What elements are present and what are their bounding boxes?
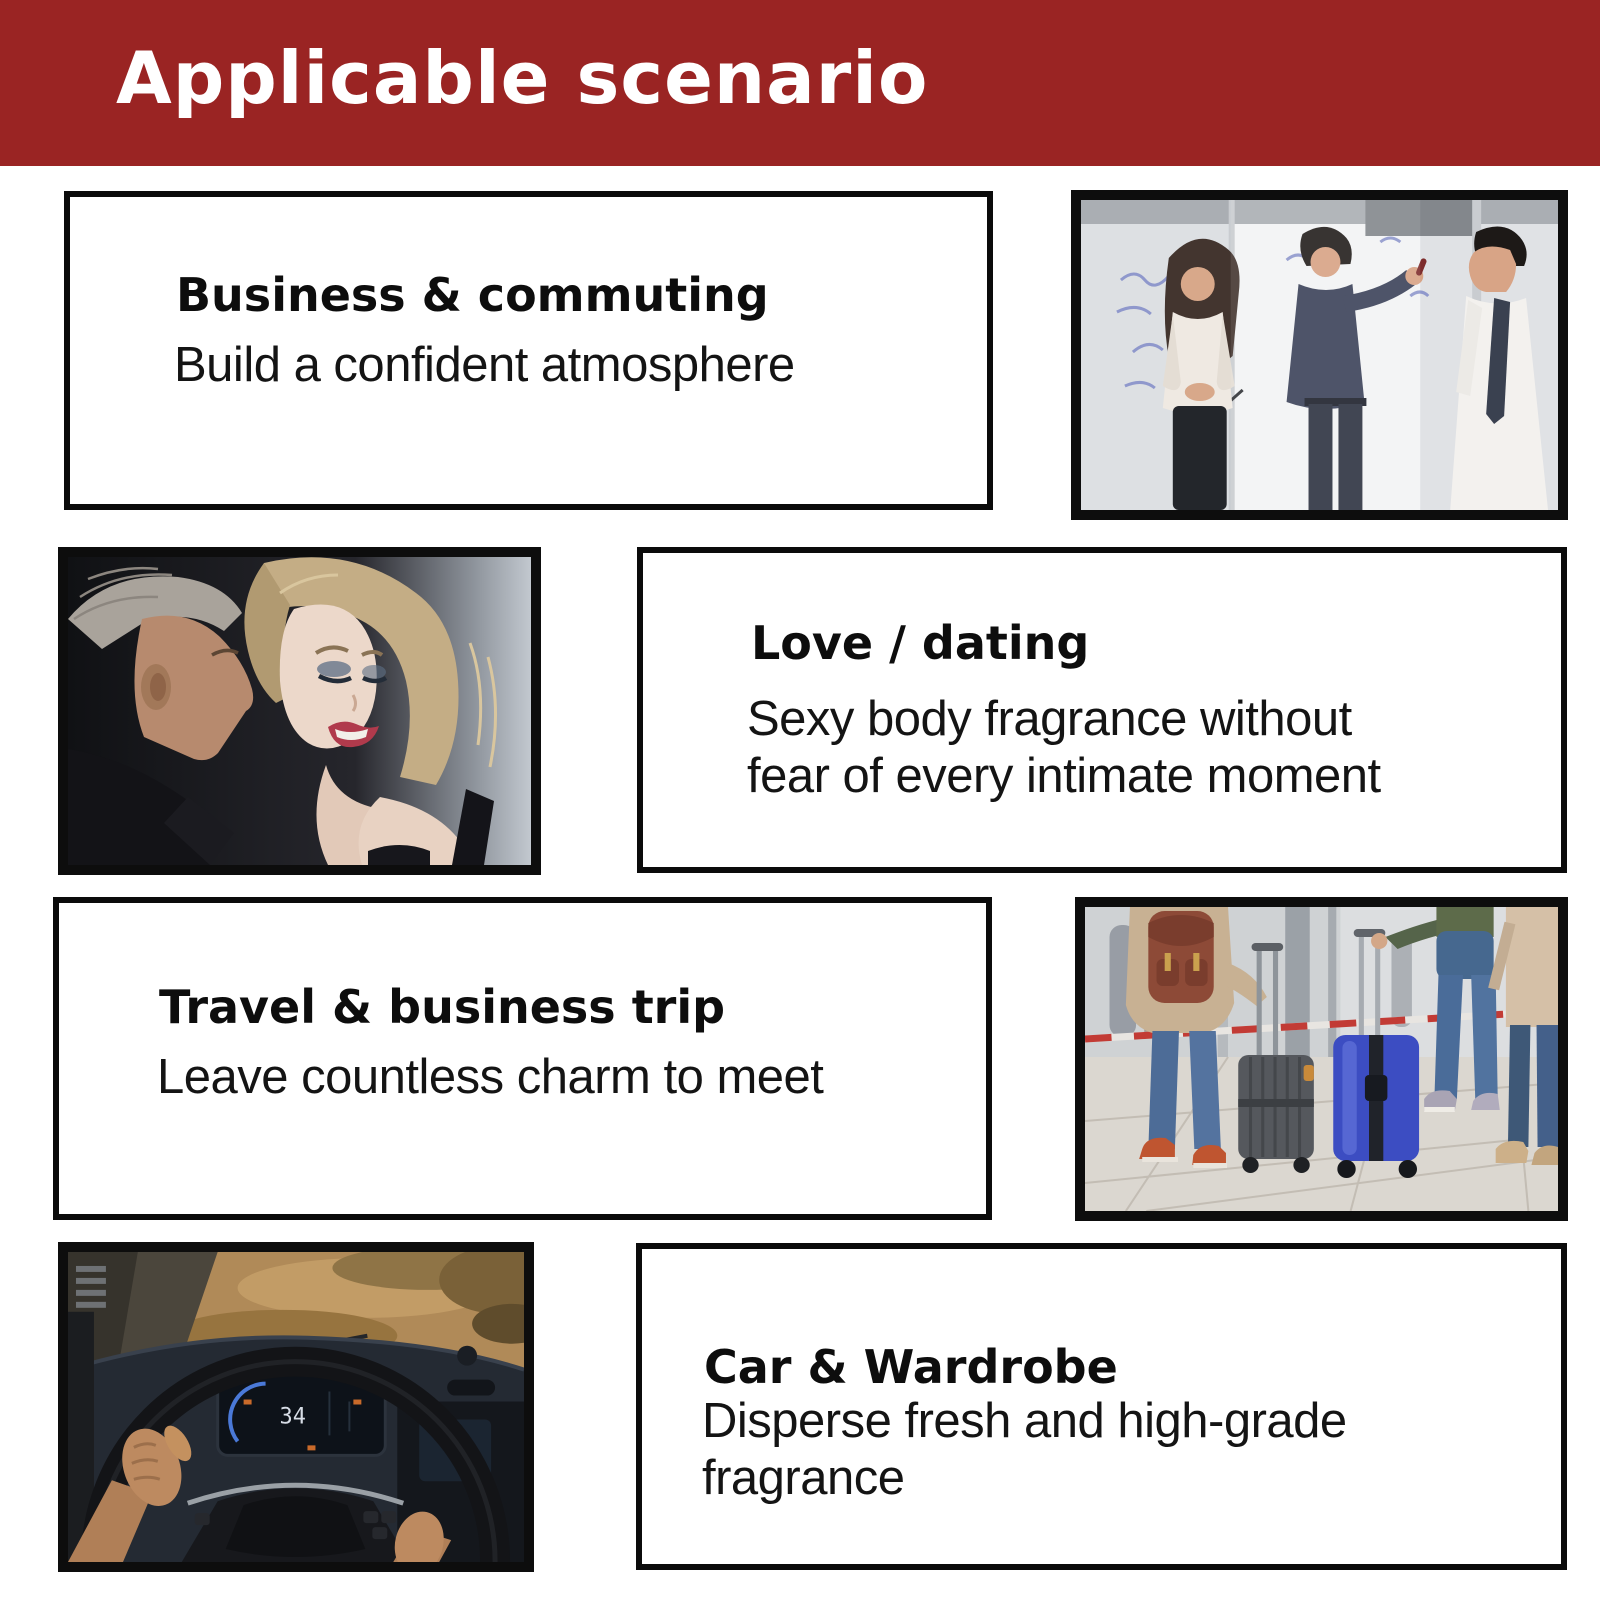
card-travel-business-trip <box>53 897 992 1220</box>
business-meeting-photo <box>1071 190 1568 520</box>
card-body <box>174 337 795 394</box>
body-line: Build a confident atmosphere <box>174 338 795 392</box>
body-line: fear of every intimate moment <box>747 749 1381 803</box>
travel-illustration <box>1085 907 1558 1211</box>
card-title: Car & Wardrobe <box>704 1340 1118 1394</box>
card-car-wardrobe <box>636 1243 1567 1570</box>
page-title: Applicable scenario <box>116 36 929 120</box>
travel-photo <box>1075 897 1568 1221</box>
body-line: Disperse fresh and high-grade <box>702 1394 1347 1448</box>
business-meeting-illustration <box>1081 200 1558 510</box>
speed-readout: 34 <box>279 1404 306 1430</box>
body-line: fragrance <box>702 1451 905 1505</box>
body-line: Leave countless charm to meet <box>157 1050 824 1104</box>
header-band <box>0 0 1600 166</box>
couple-photo <box>58 547 541 875</box>
card-title: Travel & business trip <box>159 980 726 1034</box>
body-line: Sexy body fragrance without <box>747 692 1352 746</box>
card-title: Business & commuting <box>176 268 769 322</box>
card-love-dating <box>637 547 1567 873</box>
couple-illustration <box>68 557 531 865</box>
car-interior-photo <box>58 1242 534 1572</box>
car-interior-illustration <box>68 1252 524 1562</box>
card-body <box>702 1393 1347 1507</box>
card-business-commuting <box>64 191 993 510</box>
card-body <box>747 691 1381 805</box>
card-body <box>157 1049 823 1106</box>
card-title: Love / dating <box>751 616 1090 670</box>
